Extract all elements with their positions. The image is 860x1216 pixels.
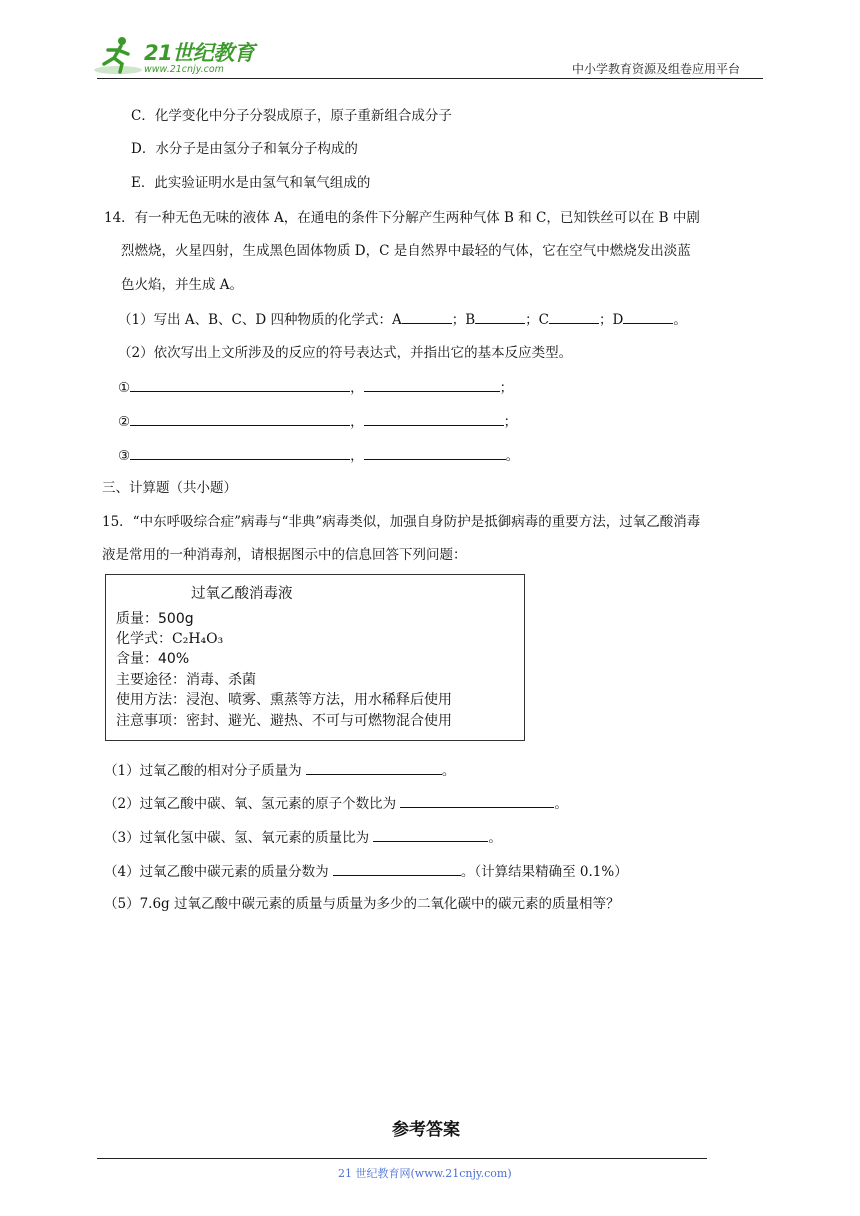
label-method: 使用方法：浸泡、喷雾、熏蒸等方法，用水稀释后使用 [116, 692, 452, 708]
reaction-comma-3: ， [350, 448, 364, 464]
q15-sub-5: （5）7.6g 过氧乙酸中碳元素的质量与质量为多少的二氧化碳中的碳元素的质量相等？ [104, 896, 620, 912]
q15-sub-4 [104, 863, 628, 880]
q14-line-3: 色火焰，并生成 A。 [121, 277, 244, 293]
logo-url: www.21cnjy.com [144, 64, 224, 75]
q15-sub-2-text: （2）过氧乙酸中碳、氧、氢元素的原子个数比为 [104, 796, 397, 812]
answer-blank-d[interactable] [623, 311, 673, 324]
q13-option-c: C．化学变化中分子分裂成原子，原子重新组合成分子 [131, 108, 452, 124]
q15-sub-1-text: （1）过氧乙酸的相对分子质量为 [104, 763, 302, 779]
label-formula [116, 628, 223, 648]
label-title: 过氧乙酸消毒液 [191, 586, 293, 602]
reaction-type-blank-2[interactable] [364, 413, 504, 426]
q15-line-1: 15．“中东呼吸综合症”病毒与“非典”病毒类似，加强自身防护是抵御病毒的重要方法，过氧乙酸消毒 [102, 514, 701, 530]
section-heading-calculation: 三、计算题（共小题） [102, 480, 237, 496]
q15-sub-4-end: 。 [460, 864, 475, 880]
q14-part-1-d: ；D [599, 312, 624, 328]
label-use: 主要途径：消毒、杀菌 [116, 672, 256, 688]
q15-line-2: 液是常用的一种消毒剂，请根据图示中的信息回答下列问题： [102, 547, 467, 563]
q15-sub-3-text: （3）过氧化氢中碳、氢、氧元素的质量比为 [104, 830, 370, 846]
q14-part-1-prefix: （1）写出 A、B、C、D 四种物质的化学式：A [118, 312, 402, 328]
footer-divider [97, 1158, 707, 1159]
reaction-mark-2: ② [118, 414, 131, 430]
reaction-mark-3: ③ [118, 448, 131, 464]
disinfectant-label [105, 574, 525, 741]
reaction-type-blank-3[interactable] [364, 447, 506, 460]
logo-text: 21世纪教育 [144, 41, 255, 65]
answer-blank-atom-ratio[interactable] [400, 795, 554, 808]
q15-sub-1-end: 。 [441, 763, 456, 779]
answer-section-title: 参考答案 [392, 1120, 460, 1140]
reaction-comma-1: ， [350, 380, 364, 396]
q15-sub-4-note: （计算结果精确至 0.1%） [474, 864, 628, 880]
reaction-end-1: ； [499, 380, 514, 396]
reaction-row-3 [118, 447, 519, 464]
q15-sub-3-end: 。 [488, 830, 502, 846]
q14-part-2: （2）依次写出上文所涉及的反应的符号表达式，并指出它的基本反应类型。 [118, 345, 573, 361]
footer-link[interactable]: 21 世纪教育网(www.21cnjy.com) [338, 1167, 512, 1180]
q14-line-1: 14．有一种无色无味的液体 A，在通电的条件下分解产生两种气体 B 和 C，已知铁丝可以在 B 中剧 [104, 210, 700, 226]
reaction-equation-blank-2[interactable] [130, 413, 350, 426]
reaction-end-3: 。 [505, 448, 520, 464]
label-formula-prefix: 化学式： [116, 631, 172, 647]
reaction-mark-1: ① [118, 380, 131, 396]
answer-blank-mass-fraction[interactable] [333, 863, 461, 876]
reaction-row-1 [118, 379, 513, 396]
answer-blank-molecular-mass[interactable] [306, 762, 442, 775]
q15-sub-2 [104, 795, 568, 812]
reaction-end-2: ； [503, 414, 518, 430]
q14-line-2: 烈燃烧，火星四射，生成黑色固体物质 D，C 是自然界中最轻的气体，它在空气中燃烧发出淡蓝 [121, 243, 691, 259]
q14-part-1 [118, 311, 687, 328]
reaction-equation-blank-1[interactable] [130, 379, 350, 392]
label-content: 含量：40% [116, 651, 190, 667]
reaction-row-2 [118, 413, 517, 430]
label-formula-value: C₂H₄O₃ [172, 631, 224, 647]
q15-sub-4-text: （4）过氧乙酸中碳元素的质量分数为 [104, 864, 329, 880]
q14-part-1-c: ；C [525, 312, 550, 328]
q15-sub-3 [104, 829, 502, 846]
reaction-comma-2: ， [350, 414, 364, 430]
q15-sub-1 [104, 762, 455, 779]
header-divider [97, 78, 763, 79]
q15-sub-2-end: 。 [554, 796, 568, 812]
q13-option-e: E．此实验证明水是由氢气和氧气组成的 [131, 175, 371, 191]
answer-blank-mass-ratio[interactable] [373, 829, 488, 842]
q13-option-d: D．水分子是由氢分子和氧分子构成的 [131, 141, 358, 157]
header-platform-text: 中小学教育资源及组卷应用平台 [572, 62, 741, 76]
runner-logo-icon [92, 34, 144, 78]
reaction-type-blank-1[interactable] [364, 379, 500, 392]
label-note: 注意事项：密封、避光、避热、不可与可燃物混合使用 [116, 713, 452, 729]
site-logo [92, 34, 267, 78]
answer-blank-a[interactable] [402, 311, 452, 324]
answer-blank-b[interactable] [475, 311, 525, 324]
q14-part-1-end: 。 [673, 312, 687, 328]
answer-blank-c[interactable] [549, 311, 599, 324]
label-mass: 质量：500g [116, 611, 194, 627]
reaction-equation-blank-3[interactable] [130, 447, 350, 460]
q14-part-1-b: ；B [451, 312, 476, 328]
